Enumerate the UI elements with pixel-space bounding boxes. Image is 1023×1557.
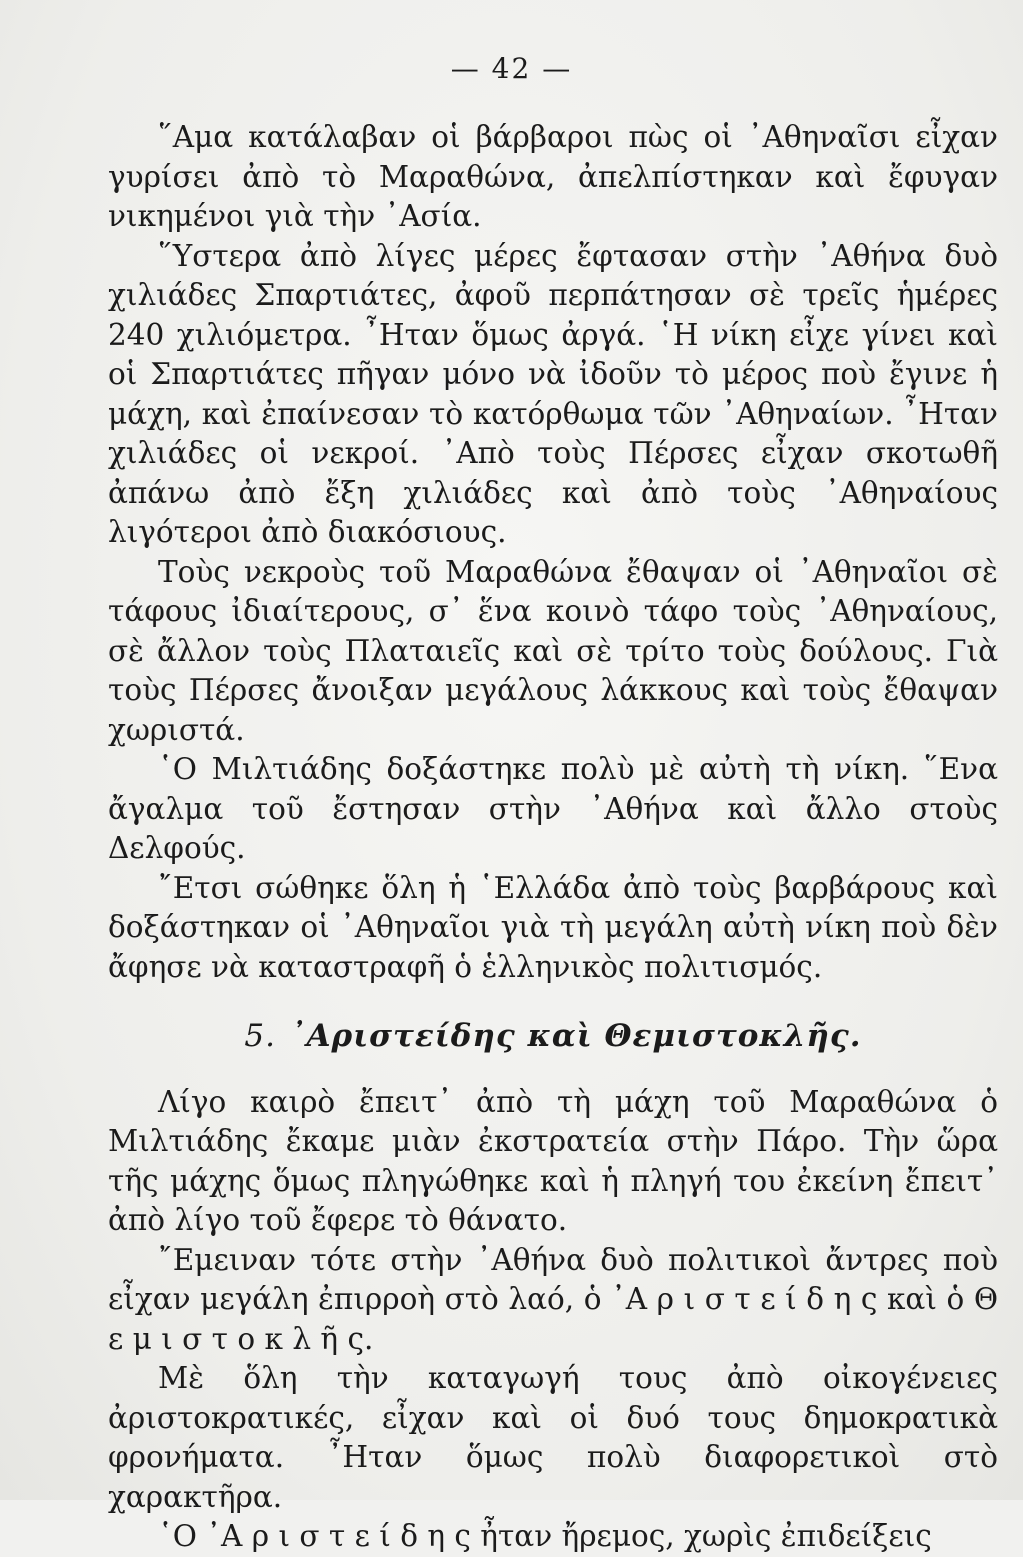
section-heading	[108, 1017, 998, 1057]
paragraph: Τοὺς νεκροὺς τοῦ Μαραθώνα ἔθαψαν οἱ ᾿Αθηναῖοι σὲ τάφους ἰδιαίτερους, σ᾿ ἕνα κοινὸ τάφο τοὺς ᾿Αθηναίους, σὲ ἄλλον τοὺς Πλαταιεῖς καὶ σὲ τρίτο τοὺς δούλους. Γιὰ τοὺς Πέρσες ἄνοιξαν μεγάλους λάκκους καὶ τοὺς ἔθαψαν χωριστά.	[108, 554, 998, 747]
paragraph: ῎Ετσι σώθηκε ὅλη ἡ ῾Ελλάδα ἀπὸ τοὺς βαρβάρους καὶ δοξάστηκαν οἱ ᾿Αθηναῖοι γιὰ τὴ μεγάλη αὐτὴ νίκη ποὺ δὲν ἄφησε νὰ καταστραφῆ ὁ ἑλληνικὸς πολιτισμός.	[108, 870, 998, 984]
paragraph: Μὲ ὅλη τὴν καταγωγή τους ἀπὸ οἰκογένειες ἀριστοκρατικές, εἶχαν καὶ οἱ δυό τους δημοκρατικὰ φρονήματα. ῏Ηταν ὅμως πολὺ διαφορετικοὶ στὸ χαρακτῆρα.	[108, 1361, 998, 1514]
page-number: — 42 —	[450, 52, 573, 85]
paragraph: ῾Ο ᾿Α ρ ι σ τ ε ί δ η ς ἦταν ἤρεμος, χωρὶς ἐπιδείξεις	[158, 1519, 932, 1553]
section-title: ᾿Αριστείδης καὶ Θεμιστοκλῆς.	[289, 1018, 862, 1054]
paragraph: ῞Αμα κατάλαβαν οἱ βάρβαροι πὼς οἱ ᾿Αθηναῖσι εἶχαν γυρίσει ἀπὸ τὸ Μαραθώνα, ἀπελπίστηκαν καὶ ἔφυγαν νικημένοι γιὰ τὴν ᾿Ασία.	[108, 120, 998, 233]
paragraph: ῞Υστερα ἀπὸ λίγες μέρες ἔφτασαν στὴν ᾿Αθήνα δυὸ χιλιάδες Σπαρτιάτες, ἀφοῦ περπάτησαν σὲ τρεῖς ἡμέρες 240 χιλιόμετρα. ῏Ηταν ὅμως ἀργά. ῾Η νίκη εἶχε γίνει καὶ οἱ Σπαρτιάτες πῆγαν μόνο νὰ ἰδοῦν τὸ μέρος ποὺ ἔγινε ἡ μάχη, καὶ ἐπαίνεσαν τὸ κατόρθωμα τῶν ᾿Αθηναίων. ῏Ηταν χιλιάδες οἱ νεκροί. ᾿Απὸ τοὺς Πέρσες εἶχαν σκοτωθῆ ἀπάνω ἀπὸ ἔξη χιλιάδες καὶ ἀπὸ τοὺς ᾿Αθηναίους λιγότεροι ἀπὸ διακόσιους.	[108, 238, 998, 549]
paragraph: Λίγο καιρὸ ἔπειτ᾿ ἀπὸ τὴ μάχη τοῦ Μαραθώνα ὁ Μιλτιάδης ἔκαμε μιὰν ἐκστρατεία στὴν Πάρο. Τὴν ὥρα τῆς μάχης ὅμως πληγώθηκε καὶ ἡ πληγή του ἐκείνη ἔπειτ᾿ ἀπὸ λίγο τοῦ ἔφερε τὸ θάνατο.	[108, 1084, 998, 1237]
paragraph: ῎Εμειναν τότε στὴν ᾿Αθήνα δυὸ πολιτικοὶ ἄντρες ποὺ εἶχαν μεγάλη ἐπιρροὴ στὸ λαό, ὁ ᾿Α ρ ι σ τ ε ί δ η ς καὶ ὁ Θ ε μ ι σ τ ο κ λ ῆ ς.	[108, 1242, 998, 1356]
section-number: 5.	[244, 1018, 276, 1054]
body-text	[108, 118, 998, 1557]
paragraph: ῾Ο Μιλτιάδης δοξάστηκε πολὺ μὲ αὐτὴ τὴ νίκη. ῞Ενα ἄγαλμα τοῦ ἔστησαν στὴν ᾿Αθήνα καὶ ἄλλο στοὺς Δελφούς.	[108, 752, 998, 865]
